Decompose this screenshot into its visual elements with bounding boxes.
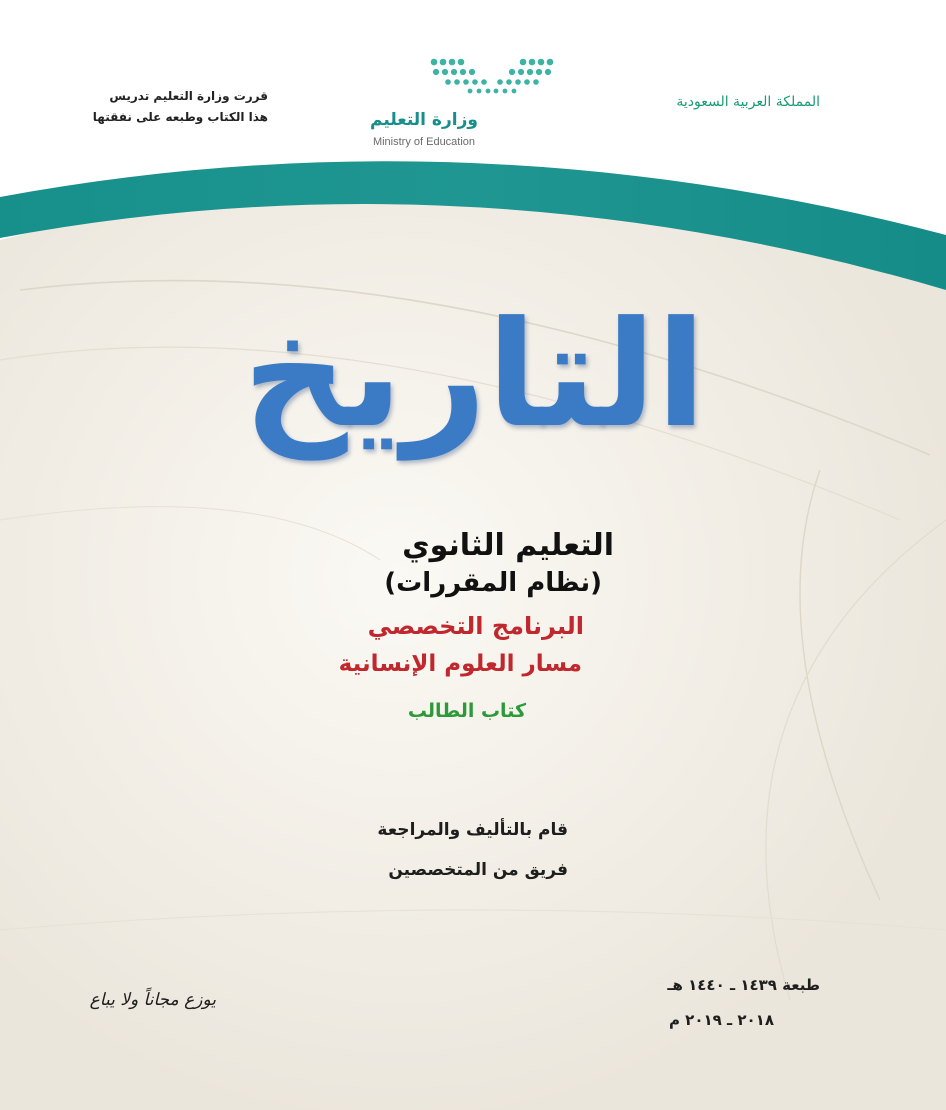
book-title: التاريخ [242, 290, 706, 460]
kingdom-name: المملكة العربية السعودية [676, 94, 820, 110]
ministry-dots-icon [430, 58, 554, 96]
edition-gregorian: ٢٠١٨ ـ ٢٠١٩ م [668, 1011, 774, 1029]
track-name: مسار العلوم الإنسانية [338, 651, 582, 677]
authors-line-2: فريق من المتخصصين [388, 860, 568, 880]
edition-hijri: طبعة ١٤٣٩ ـ ١٤٤٠ هـ [667, 976, 820, 994]
education-level: التعليم الثانوي [402, 528, 614, 563]
ministry-logo [352, 58, 552, 154]
free-distribution-note: يوزع مجاناً ولا يباع [89, 990, 216, 1010]
approval-line-2: هذا الكتاب وطبعه على نفقتها [92, 110, 268, 124]
ministry-name-en: Ministry of Education [372, 136, 476, 148]
authors-line-1: قام بالتأليف والمراجعة [377, 820, 568, 840]
approval-line-1: قررت وزارة التعليم تدريس [109, 89, 268, 103]
program-name: البرنامج التخصصي [367, 612, 584, 640]
approval-statement [93, 86, 268, 128]
book-type: كتاب الطالب [407, 700, 526, 722]
ministry-name-ar: وزارة التعليم [370, 110, 478, 130]
course-system: (نظام المقررات) [384, 568, 602, 598]
